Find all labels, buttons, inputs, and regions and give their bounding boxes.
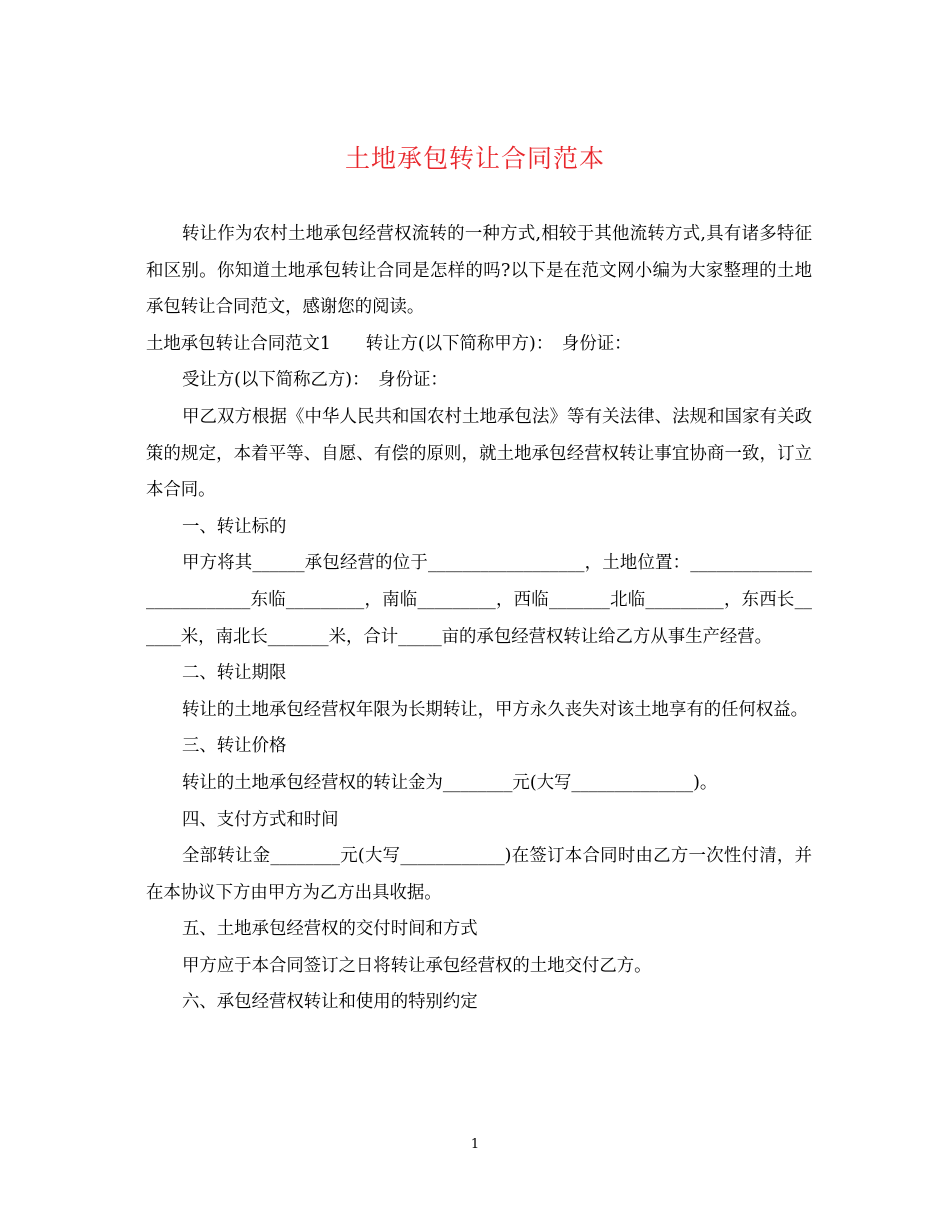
page-number: 1 xyxy=(470,1137,480,1152)
section-heading-subject: 一、转让标的 xyxy=(182,516,287,537)
transferee-line: 受让方(以下简称乙方)： 身份证： xyxy=(182,370,448,391)
intro-paragraph: 转让作为农村土地承包经营权流转的一种方式,相较于其他流转方式,具有诸多特征和区别。你知道土地承包转让合同是怎样的吗?以下是在范文网小编为大家整理的土地承包转让合同范文，感谢您的阅读。 xyxy=(146,224,812,318)
section-heading-payment: 四、支付方式和时间 xyxy=(182,809,339,830)
subject-paragraph: 甲方将其______承包经营的位于__________________，土地位置：__________________________东临_________，南临_________，西临_______北临_________，东西长______米，南北长_______米，合计_____亩的承包经营权转让给乙方从事生产经营。 xyxy=(146,553,812,647)
preamble-paragraph: 甲乙双方根据《中华人民共和国农村土地承包法》等有关法律、法规和国家有关政策的规定，本着平等、自愿、有偿的原则，就土地承包经营权转让事宜协商一致，订立本合同。 xyxy=(146,406,812,501)
term-paragraph: 转让的土地承包经营权年限为长期转让，甲方永久丧失对该土地享有的任何权益。 xyxy=(182,699,809,720)
sample-heading-transferor-line: 土地承包转让合同范文1 转让方(以下简称甲方)： 身份证： xyxy=(146,333,632,354)
section-heading-special-terms: 六、承包经营权转让和使用的特别约定 xyxy=(182,992,478,1013)
price-paragraph: 转让的土地承包经营权的转让金为________元(大写______________)。 xyxy=(182,772,718,793)
document-body xyxy=(146,216,812,1021)
delivery-paragraph: 甲方应于本合同签订之日将转让承包经营权的土地交付乙方。 xyxy=(182,955,652,976)
document-title: 土地承包转让合同范本 xyxy=(344,144,605,173)
payment-paragraph: 全部转让金________元(大写____________)在签订本合同时由乙方一次性付清，并在本协议下方由甲方为乙方出具收据。 xyxy=(146,846,812,903)
section-heading-term: 二、转让期限 xyxy=(182,663,287,684)
section-heading-price: 三、转让价格 xyxy=(182,736,287,757)
section-heading-delivery: 五、土地承包经营权的交付时间和方式 xyxy=(182,919,478,940)
